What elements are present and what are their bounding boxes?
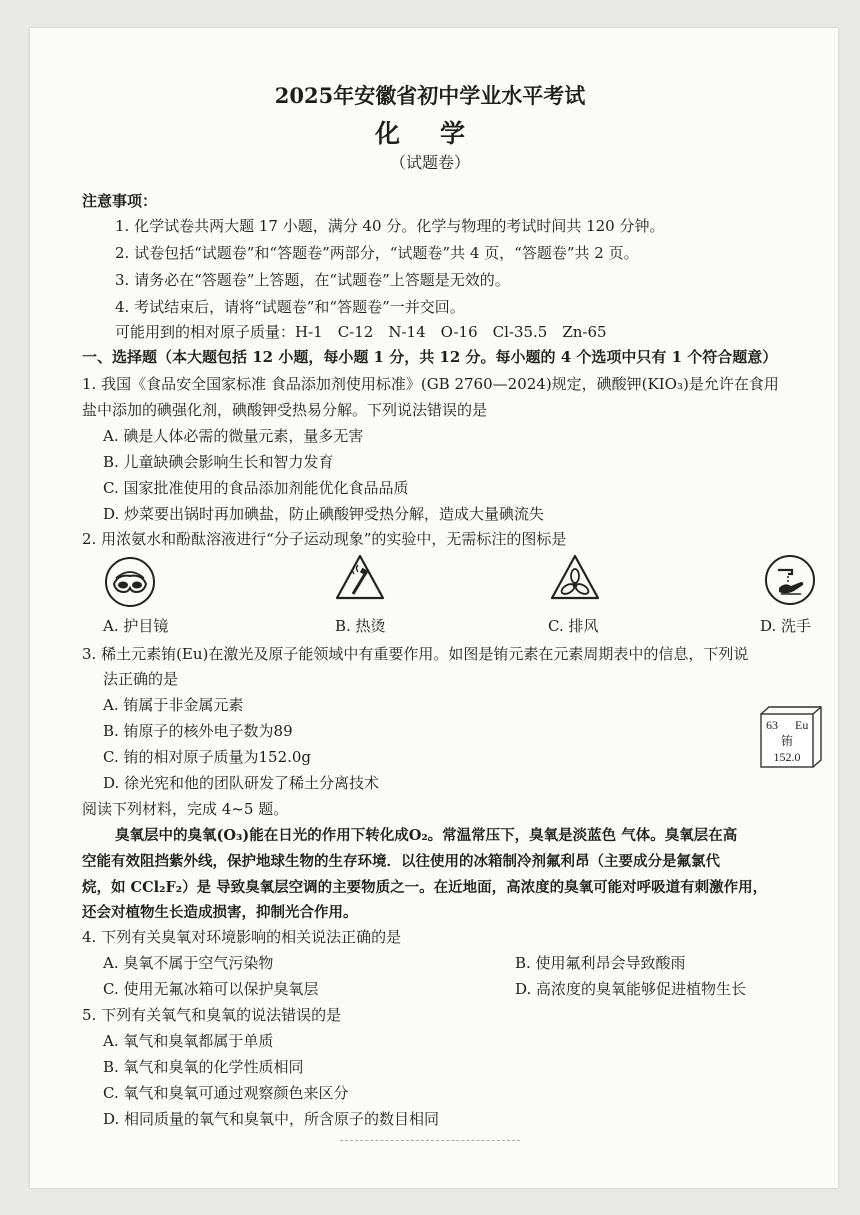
q1-option-d: D. 炒菜要出锅时再加碘盐，防止碘酸钾受热分解，造成大量碘流失 — [103, 505, 545, 523]
element-number: 63 — [766, 718, 778, 732]
q2-option-a: A. 护目镜 — [103, 617, 169, 635]
q2-option-b: B. 热烫 — [335, 617, 386, 635]
q1-stem-line2: 盐中添加的碘强化剂，碘酸钾受热易分解。下列说法错误的是 — [82, 401, 488, 419]
reading-line-4: 还会对植物生长造成损害，抑制光合作用。 — [82, 904, 358, 921]
q5-option-d: D. 相同质量的氧气和臭氧中，所含原子的数目相同 — [103, 1110, 440, 1128]
q5-option-b: B. 氧气和臭氧的化学性质相同 — [103, 1058, 304, 1076]
reading-line-3: 烷，如 CCl₂F₂）是 导致臭氧层空调的主要物质之一。在近地面，高浓度的臭氧可能对呼吸道有刺激作用， — [82, 879, 768, 896]
q5-option-c: C. 氧气和臭氧可通过观察颜色来区分 — [103, 1084, 349, 1102]
element-card-eu — [760, 706, 822, 768]
q1-option-a: A. 碘是人体必需的微量元素，量多无害 — [103, 427, 364, 445]
reading-intro: 阅读下列材料，完成 4~5 题。 — [82, 800, 289, 818]
q2-option-c: C. 排风 — [548, 617, 599, 635]
q4-option-b: B. 使用氟利昂会导致酸雨 — [515, 954, 686, 972]
reading-line-2: 空能有效阻挡紫外线，保护地球生物的生存环境．以往使用的冰箱制冷剂氟利昂（主要成分是氟氯代 — [82, 853, 720, 870]
q3-option-d: D. 徐光宪和他的团队研发了稀土分离技术 — [103, 774, 380, 792]
q5-option-a: A. 氧气和臭氧都属于单质 — [103, 1032, 274, 1050]
q1-option-c: C. 国家批准使用的食品添加剂能优化食品品质 — [103, 479, 409, 497]
notes-heading: 注意事项： — [82, 192, 158, 210]
note-item-3: 3. 请务必在“答题卷”上答题，在“试题卷”上答题是无效的。 — [115, 271, 510, 289]
element-symbol: Eu — [795, 718, 809, 732]
q3-stem-line1: 3. 稀土元素铕(Eu)在激光及原子能领域中有重要作用。如图是铕元素在元素周期表中的信息，下列说 — [82, 645, 749, 663]
note-item-2: 2. 试卷包括“试题卷”和“答题卷”两部分，“试题卷”共 4 页，“答题卷”共 2 页。 — [115, 244, 639, 262]
q3-option-a: A. 铕属于非金属元素 — [103, 696, 244, 714]
q1-stem-line1: 1. 我国《食品安全国家标准 食品添加剂使用标准》(GB 2760—2024)规定，碘酸钾(KIO₃)是允许在食用 — [82, 375, 779, 393]
q4-option-c: C. 使用无氟冰箱可以保护臭氧层 — [103, 980, 319, 998]
element-mass: 152.0 — [773, 750, 801, 764]
wash-hands-icon — [764, 554, 816, 606]
reading-line-1: 臭氧层中的臭氧(O₃)能在日光的作用下转化成O₂。常温常压下，臭氧是淡蓝色 气体。臭氧层在高 — [115, 827, 738, 844]
q3-option-b: B. 铕原子的核外电子数为89 — [103, 722, 293, 740]
section-heading: 一、选择题（本大题包括 12 小题，每小题 1 分，共 12 分。每小题的 4 个选项中只有 1 个符合题意） — [82, 348, 778, 366]
q5-stem: 5. 下列有关氧气和臭氧的说法错误的是 — [82, 1006, 342, 1024]
hot-icon — [334, 552, 386, 604]
element-name: 铕 — [780, 734, 794, 748]
note-item-4: 4. 考试结束后，请将“试题卷”和“答题卷”一并交回。 — [115, 298, 465, 316]
q2-stem: 2. 用浓氨水和酚酞溶液进行“分子运动现象”的实验中，无需标注的图标是 — [82, 530, 567, 548]
q3-option-c: C. 铕的相对原子质量为152.0g — [103, 748, 312, 766]
q4-option-d: D. 高浓度的臭氧能够促进植物生长 — [515, 980, 747, 998]
q4-stem: 4. 下列有关臭氧对环境影响的相关说法正确的是 — [82, 928, 402, 946]
footer-trace — [340, 1140, 520, 1145]
paper-subtitle: （试题卷） — [389, 153, 470, 172]
q2-option-d: D. 洗手 — [760, 617, 812, 635]
note-item-1: 1. 化学试卷共两大题 17 小题，满分 40 分。化学与物理的考试时间共 120 分钟。 — [115, 217, 665, 235]
atomic-masses: 可能用到的相对原子质量：H-1 C-12 N-14 O-16 Cl-35.5 Zn-65 — [115, 323, 607, 341]
q3-stem-line2: 法正确的是 — [103, 670, 179, 688]
subject-title: 化学 — [374, 119, 505, 148]
goggles-icon — [104, 556, 156, 608]
exam-title: 2025年安徽省初中学业水平考试 — [274, 83, 586, 108]
q1-option-b: B. 儿童缺碘会影响生长和智力发育 — [103, 453, 334, 471]
q4-option-a: A. 臭氧不属于空气污染物 — [103, 954, 274, 972]
fan-icon — [549, 552, 601, 604]
